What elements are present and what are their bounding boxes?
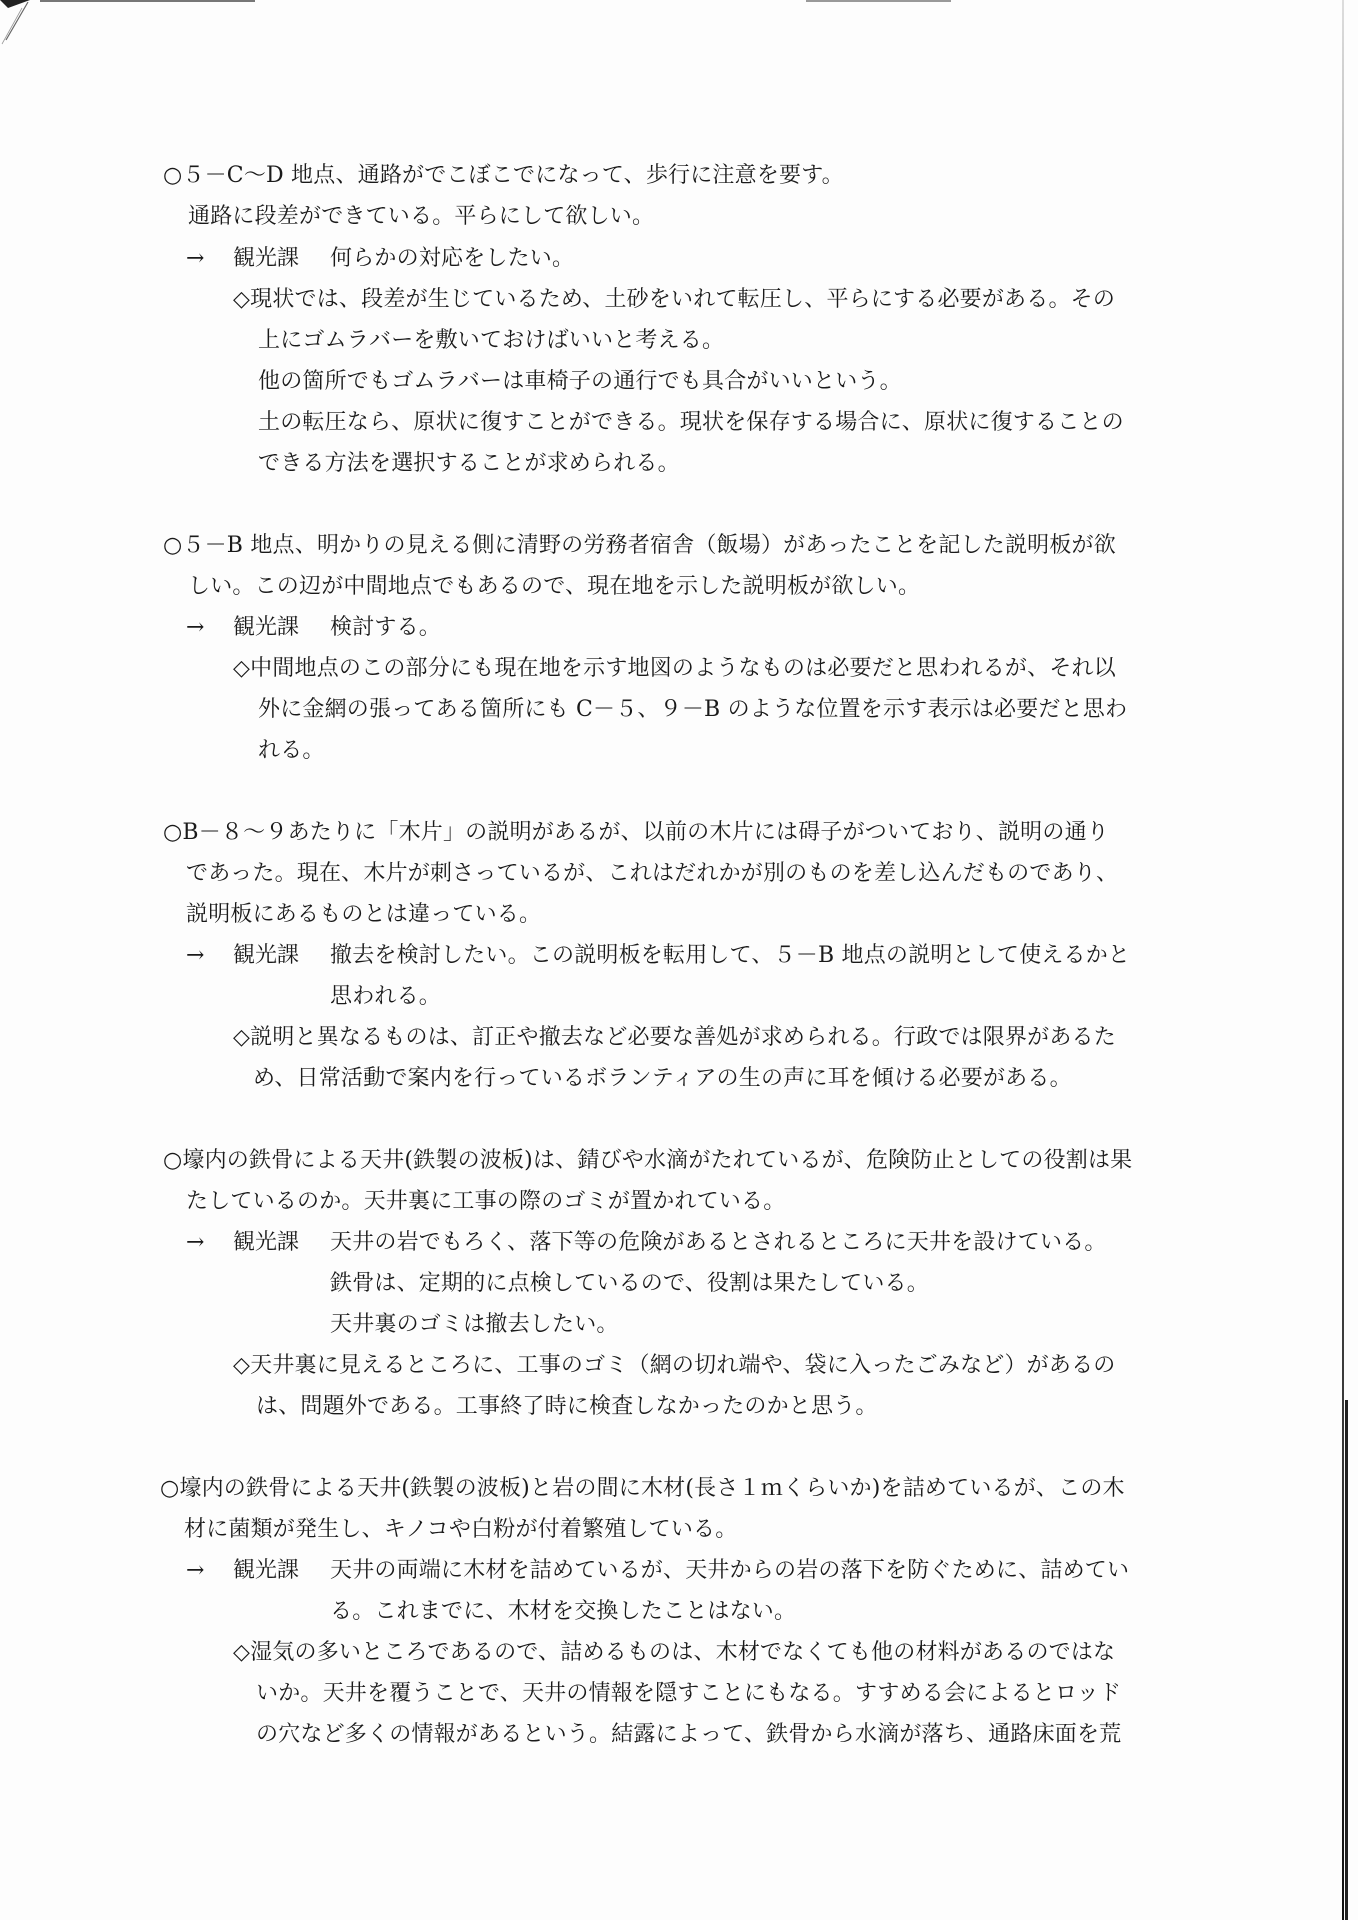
response-text: 思われる。 (330, 984, 442, 1009)
response-text: 何らかの対応をしたい。 (330, 246, 575, 271)
note-text: ◇現状では、段差が生じているため、土砂をいれて転圧し、平らにする必要がある。その (233, 287, 1116, 312)
note-text: 外に金網の張ってある箇所にも C－５、９－B のような位置を示す表示は必要だと思わ (258, 697, 1128, 722)
note-text: の穴など多くの情報があるという。結露によって、鉄骨から水滴が落ち、通路床面を荒 (256, 1722, 1122, 1747)
arrow-icon: → (186, 615, 205, 640)
item-heading: 通路に段差ができている。平らにして欲しい。 (188, 204, 655, 229)
arrow-icon: → (186, 246, 205, 271)
dept-label: 観光課 (233, 246, 300, 271)
item-heading: 説明板にあるものとは違っている。 (186, 902, 542, 927)
note-text: 上にゴムラバーを敷いておけばいいと考える。 (258, 328, 725, 353)
item-heading: しい。この辺が中間地点でもあるので、現在地を示した説明板が欲しい。 (188, 574, 921, 599)
response-text: 天井裏のゴミは撤去したい。 (330, 1312, 619, 1337)
note-text: いか。天井を覆うことで、天井の情報を隠すことにもなる。すすめる会によるとロッド (256, 1681, 1122, 1706)
note-text: 土の転圧なら、原状に復すことができる。現状を保存する場合に、原状に復することの (258, 410, 1124, 435)
note-text: できる方法を選択することが求められる。 (258, 451, 680, 476)
scan-corner-mark (0, 0, 60, 60)
scan-right-edge (1342, 0, 1344, 1920)
arrow-icon: → (186, 1558, 205, 1583)
scan-top-rule (806, 0, 951, 2)
scan-right-edge (1345, 1400, 1348, 1920)
item-heading: ○壕内の鉄骨による天井(鉄製の波板)と岩の間に木材(長さ１ｍくらいか)を詰めているが、この木 (160, 1476, 1125, 1501)
note-text: は、問題外である。工事終了時に検査しなかったのかと思う。 (256, 1394, 878, 1419)
dept-label: 観光課 (233, 1230, 300, 1255)
dept-label: 観光課 (233, 943, 300, 968)
note-text: ◇中間地点のこの部分にも現在地を示す地図のようなものは必要だと思われるが、それ以 (233, 656, 1116, 681)
note-text: め、日常活動で案内を行っているボランティアの生の声に耳を傾ける必要がある。 (253, 1066, 1072, 1091)
item-heading: ○B－８～９あたりに「木片」の説明があるが、以前の木片には碍子がついており、説明の通り (163, 820, 1109, 845)
item-heading: ○５－B 地点、明かりの見える側に清野の労務者宿舎（飯場）があったことを記した説明板が欲 (163, 533, 1116, 558)
item-heading: 材に菌類が発生し、キノコや白粉が付着繁殖している。 (184, 1517, 738, 1542)
note-text: ◇湿気の多いところであるので、詰めるものは、木材でなくても他の材料があるのではな (233, 1640, 1116, 1665)
note-text: 他の箇所でもゴムラバーは車椅子の通行でも具合がいいという。 (258, 369, 902, 394)
scan-top-rule (40, 0, 255, 2)
response-text: 天井の岩でもろく、落下等の危険があるとされるところに天井を設けている。 (330, 1230, 1107, 1255)
response-text: 鉄骨は、定期的に点検しているので、役割は果たしている。 (330, 1271, 929, 1296)
arrow-icon: → (186, 1230, 205, 1255)
dept-label: 観光課 (233, 615, 300, 640)
note-text: れる。 (258, 738, 325, 763)
response-text: る。これまでに、木材を交換したことはない。 (330, 1599, 797, 1624)
item-heading: ○壕内の鉄骨による天井(鉄製の波板)は、錆びや水滴がたれているが、危険防止としての役割は果 (163, 1148, 1133, 1173)
response-text: 天井の両端に木材を詰めているが、天井からの岩の落下を防ぐために、詰めてい (330, 1558, 1130, 1583)
dept-label: 観光課 (233, 1558, 300, 1583)
response-text: 検討する。 (330, 615, 442, 640)
response-text: 撤去を検討したい。この説明板を転用して、５－B 地点の説明として使えるかと (330, 943, 1131, 968)
arrow-icon: → (186, 943, 205, 968)
item-heading: たしているのか。天井裏に工事の際のゴミが置かれている。 (186, 1189, 786, 1214)
item-heading: ○５－C～D 地点、通路がでこぼこでになって、歩行に注意を要す。 (163, 163, 844, 188)
item-heading: であった。現在、木片が刺さっているが、これはだれかが別のものを差し込んだものであり、 (186, 861, 1119, 886)
note-text: ◇説明と異なるものは、訂正や撤去など必要な善処が求められる。行政では限界があるた (233, 1025, 1116, 1050)
note-text: ◇天井裏に見えるところに、工事のゴミ（網の切れ端や、袋に入ったごみなど）があるの (233, 1353, 1116, 1378)
